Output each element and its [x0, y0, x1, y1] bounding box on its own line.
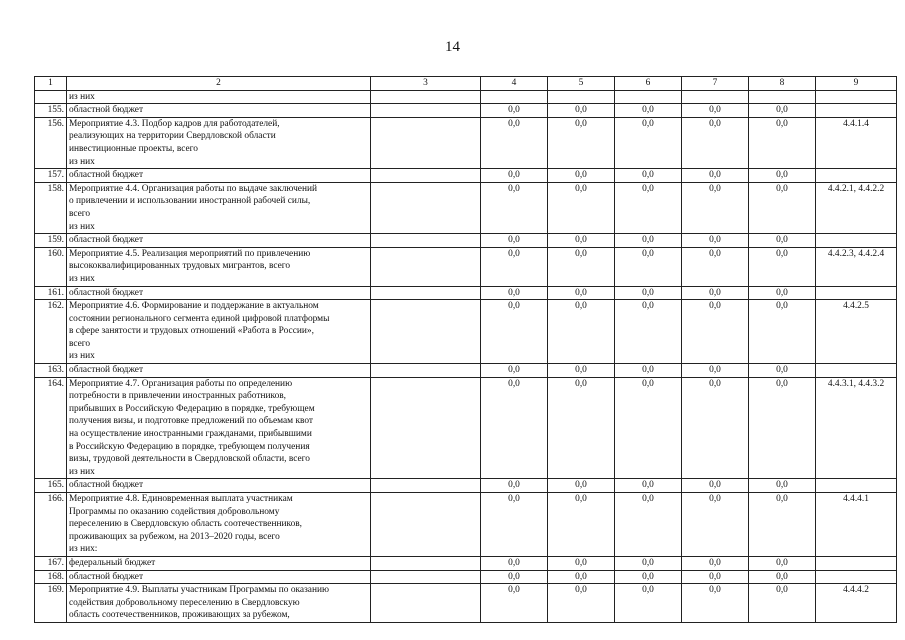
cell-col5 [548, 90, 615, 104]
cell-col7: 0,0 [682, 493, 749, 557]
row-description: Мероприятие 4.9. Выплаты участникам Программы по оказанию содействия добровольному переселению в Свердловскую область соотечественников, проживающих за рубежом, [67, 584, 371, 623]
cell-col3 [371, 584, 481, 623]
row-number: 155. [35, 104, 67, 118]
cell-col8: 0,0 [749, 286, 816, 300]
cell-col6: 0,0 [615, 556, 682, 570]
row-number: 161. [35, 286, 67, 300]
cell-col8: 0,0 [749, 556, 816, 570]
cell-col3 [371, 182, 481, 233]
cell-col5: 0,0 [548, 286, 615, 300]
cell-target-ref: 4.4.4.2 [816, 584, 897, 623]
cell-target-ref: 4.4.2.3, 4.4.2.4 [816, 247, 897, 286]
cell-col3 [371, 377, 481, 479]
cell-col7: 0,0 [682, 364, 749, 378]
cell-target-ref [816, 169, 897, 183]
cell-col8: 0,0 [749, 300, 816, 364]
cell-col8: 0,0 [749, 234, 816, 248]
cell-col8: 0,0 [749, 104, 816, 118]
cell-col4: 0,0 [481, 570, 548, 584]
cell-col6: 0,0 [615, 117, 682, 168]
cell-col6: 0,0 [615, 286, 682, 300]
cell-col4: 0,0 [481, 377, 548, 479]
cell-col6: 0,0 [615, 104, 682, 118]
row-number: 163. [35, 364, 67, 378]
table-row [35, 479, 897, 493]
cell-col7: 0,0 [682, 556, 749, 570]
cell-col3 [371, 234, 481, 248]
column-header: 3 [371, 77, 481, 91]
row-description: Мероприятие 4.8. Единовременная выплата участникам Программы по оказанию содействия добровольному переселению в Свердловскую область соотечественников, проживающих за рубежом, на 2013–2020 годы, всего из них: [67, 493, 371, 557]
cell-col4: 0,0 [481, 286, 548, 300]
row-description: Мероприятие 4.3. Подбор кадров для работодателей, реализующих на территории Свердловской области инвестиционные проекты, всего из них [67, 117, 371, 168]
column-header: 9 [816, 77, 897, 91]
cell-col5: 0,0 [548, 570, 615, 584]
cell-col5: 0,0 [548, 169, 615, 183]
row-description: Мероприятие 4.5. Реализация мероприятий по привлечению высококвалифицированных трудовых мигрантов, всего из них [67, 247, 371, 286]
table-row [35, 169, 897, 183]
cell-col4: 0,0 [481, 182, 548, 233]
cell-col8: 0,0 [749, 247, 816, 286]
row-description: Мероприятие 4.6. Формирование и поддержание в актуальном состоянии регионального сегмента единой цифровой платформы в сфере занятости и трудовых отношений «Работа в России», всего из них [67, 300, 371, 364]
column-header: 7 [682, 77, 749, 91]
cell-col7: 0,0 [682, 286, 749, 300]
cell-col6: 0,0 [615, 247, 682, 286]
table-row [35, 90, 897, 104]
cell-col4: 0,0 [481, 300, 548, 364]
cell-col3 [371, 493, 481, 557]
cell-col6 [615, 90, 682, 104]
column-header: 1 [35, 77, 67, 91]
cell-col5: 0,0 [548, 479, 615, 493]
cell-col8: 0,0 [749, 570, 816, 584]
page-number: 14 [445, 39, 460, 55]
row-description: Мероприятие 4.4. Организация работы по выдаче заключений о привлечении и использовании иностранной рабочей силы, всего из них [67, 182, 371, 233]
cell-col4 [481, 90, 548, 104]
cell-target-ref: 4.4.1.4 [816, 117, 897, 168]
cell-col6: 0,0 [615, 169, 682, 183]
cell-col8: 0,0 [749, 182, 816, 233]
column-header: 2 [67, 77, 371, 91]
cell-col4: 0,0 [481, 234, 548, 248]
cell-col7: 0,0 [682, 104, 749, 118]
cell-col3 [371, 556, 481, 570]
cell-col7: 0,0 [682, 570, 749, 584]
column-header: 4 [481, 77, 548, 91]
column-header: 8 [749, 77, 816, 91]
row-number: 160. [35, 247, 67, 286]
cell-col5: 0,0 [548, 493, 615, 557]
cell-col3 [371, 90, 481, 104]
cell-col5: 0,0 [548, 584, 615, 623]
table-row [35, 377, 897, 479]
table-row [35, 364, 897, 378]
row-number: 166. [35, 493, 67, 557]
cell-col3 [371, 364, 481, 378]
table-row [35, 493, 897, 557]
cell-col4: 0,0 [481, 364, 548, 378]
cell-target-ref [816, 286, 897, 300]
cell-col5: 0,0 [548, 364, 615, 378]
row-description: областной бюджет [67, 479, 371, 493]
cell-target-ref [816, 364, 897, 378]
row-number: 156. [35, 117, 67, 168]
cell-col3 [371, 570, 481, 584]
cell-col8: 0,0 [749, 364, 816, 378]
table-row [35, 247, 897, 286]
cell-col8 [749, 90, 816, 104]
cell-col3 [371, 479, 481, 493]
cell-col6: 0,0 [615, 300, 682, 364]
cell-col7: 0,0 [682, 169, 749, 183]
column-header: 6 [615, 77, 682, 91]
cell-col7: 0,0 [682, 584, 749, 623]
cell-col8: 0,0 [749, 169, 816, 183]
cell-col8: 0,0 [749, 117, 816, 168]
row-number: 157. [35, 169, 67, 183]
budget-table [34, 76, 897, 623]
cell-target-ref [816, 234, 897, 248]
cell-col7: 0,0 [682, 234, 749, 248]
row-description: из них [67, 90, 371, 104]
cell-target-ref [816, 556, 897, 570]
table-row [35, 570, 897, 584]
row-description: Мероприятие 4.7. Организация работы по определению потребности в привлечении иностранных работников, прибывших в Российскую Федерацию в порядке, требующем получения визы, и подготовке предложений по объемам квот на осуществление иностранными гражданами, прибывшими в Российскую Федерацию в порядке, требующем получения визы, трудовой деятельности в Свердловской области, всего из них [67, 377, 371, 479]
cell-col8: 0,0 [749, 493, 816, 557]
row-number: 169. [35, 584, 67, 623]
table-row [35, 584, 897, 623]
row-number [35, 90, 67, 104]
row-number: 159. [35, 234, 67, 248]
cell-target-ref: 4.4.2.1, 4.4.2.2 [816, 182, 897, 233]
row-description: федеральный бюджет [67, 556, 371, 570]
cell-col6: 0,0 [615, 234, 682, 248]
cell-col3 [371, 169, 481, 183]
cell-col3 [371, 286, 481, 300]
cell-col3 [371, 117, 481, 168]
row-number: 164. [35, 377, 67, 479]
cell-col6: 0,0 [615, 377, 682, 479]
cell-col3 [371, 104, 481, 118]
cell-col4: 0,0 [481, 247, 548, 286]
table-row [35, 286, 897, 300]
table-row [35, 556, 897, 570]
row-description: областной бюджет [67, 286, 371, 300]
table-header-row [35, 77, 897, 91]
row-description: областной бюджет [67, 364, 371, 378]
cell-col3 [371, 247, 481, 286]
cell-target-ref: 4.4.4.1 [816, 493, 897, 557]
cell-target-ref [816, 104, 897, 118]
cell-col7: 0,0 [682, 247, 749, 286]
cell-col6: 0,0 [615, 479, 682, 493]
row-number: 165. [35, 479, 67, 493]
row-number: 167. [35, 556, 67, 570]
cell-col7: 0,0 [682, 117, 749, 168]
cell-col4: 0,0 [481, 104, 548, 118]
cell-target-ref [816, 479, 897, 493]
cell-col3 [371, 300, 481, 364]
row-description: областной бюджет [67, 234, 371, 248]
table-row [35, 300, 897, 364]
row-description: областной бюджет [67, 104, 371, 118]
cell-col8: 0,0 [749, 479, 816, 493]
cell-col5: 0,0 [548, 117, 615, 168]
table-row [35, 117, 897, 168]
cell-col5: 0,0 [548, 556, 615, 570]
cell-col8: 0,0 [749, 584, 816, 623]
table-row [35, 234, 897, 248]
row-description: областной бюджет [67, 169, 371, 183]
cell-col7: 0,0 [682, 300, 749, 364]
cell-col5: 0,0 [548, 377, 615, 479]
cell-col7: 0,0 [682, 182, 749, 233]
cell-col7 [682, 90, 749, 104]
cell-col4: 0,0 [481, 479, 548, 493]
cell-col6: 0,0 [615, 364, 682, 378]
row-number: 168. [35, 570, 67, 584]
cell-target-ref [816, 90, 897, 104]
row-description: областной бюджет [67, 570, 371, 584]
column-header: 5 [548, 77, 615, 91]
cell-col4: 0,0 [481, 556, 548, 570]
cell-target-ref: 4.4.2.5 [816, 300, 897, 364]
cell-target-ref: 4.4.3.1, 4.4.3.2 [816, 377, 897, 479]
cell-col4: 0,0 [481, 493, 548, 557]
cell-col5: 0,0 [548, 104, 615, 118]
cell-col6: 0,0 [615, 570, 682, 584]
row-number: 162. [35, 300, 67, 364]
table-row [35, 104, 897, 118]
cell-col5: 0,0 [548, 247, 615, 286]
cell-target-ref [816, 570, 897, 584]
cell-col6: 0,0 [615, 493, 682, 557]
cell-col4: 0,0 [481, 169, 548, 183]
cell-col6: 0,0 [615, 584, 682, 623]
cell-col5: 0,0 [548, 300, 615, 364]
cell-col7: 0,0 [682, 377, 749, 479]
cell-col5: 0,0 [548, 234, 615, 248]
cell-col7: 0,0 [682, 479, 749, 493]
cell-col8: 0,0 [749, 377, 816, 479]
cell-col6: 0,0 [615, 182, 682, 233]
row-number: 158. [35, 182, 67, 233]
cell-col4: 0,0 [481, 117, 548, 168]
cell-col5: 0,0 [548, 182, 615, 233]
cell-col4: 0,0 [481, 584, 548, 623]
table-row [35, 182, 897, 233]
